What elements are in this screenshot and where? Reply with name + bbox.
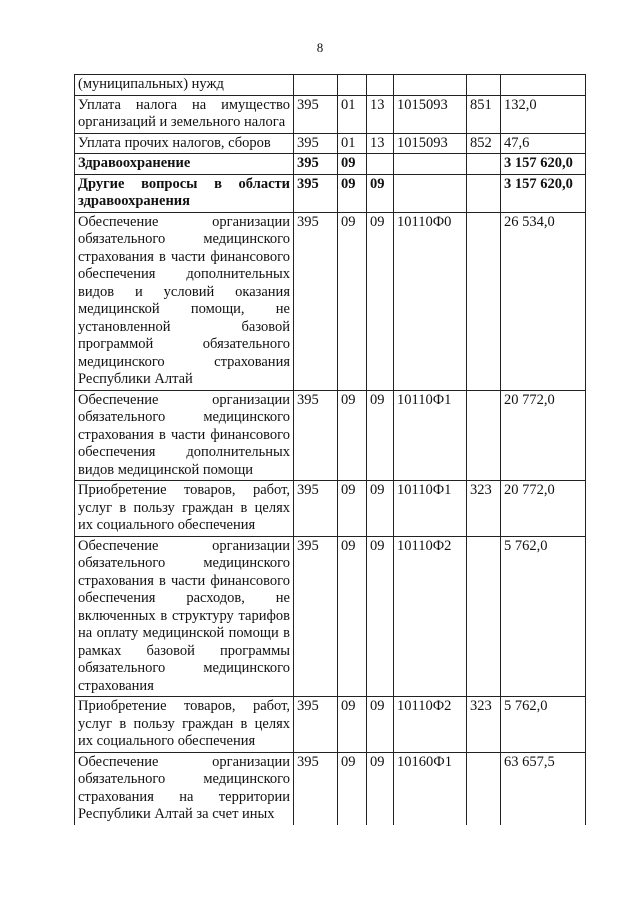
row-expense-type-cell (467, 154, 501, 175)
row-subsection-cell: 09 (367, 212, 394, 390)
row-target-article-cell: 1015093 (394, 133, 467, 154)
row-name-cell: Здравоохранение (75, 154, 294, 175)
row-expense-type-cell (467, 75, 501, 96)
row-section-cell: 09 (338, 536, 367, 697)
row-grbs-cell: 395 (294, 95, 338, 133)
row-target-article-cell: 1015093 (394, 95, 467, 133)
row-name-cell: Приобретение товаров, работ, услуг в пользу граждан в целях их социального обеспечения (75, 697, 294, 753)
row-amount-cell: 63 657,5 (501, 752, 586, 825)
page-number: 8 (316, 40, 324, 55)
budget-table-body (75, 75, 586, 825)
row-name-cell: Уплата прочих налогов, сборов (75, 133, 294, 154)
row-expense-type-cell (467, 390, 501, 481)
row-amount-cell: 26 534,0 (501, 212, 586, 390)
row-amount-cell: 3 157 620,0 (501, 154, 586, 175)
row-expense-type-cell (467, 752, 501, 825)
row-section-cell: 09 (338, 752, 367, 825)
row-section-cell: 09 (338, 174, 367, 212)
row-section-cell (338, 75, 367, 96)
row-section-cell: 01 (338, 133, 367, 154)
row-target-article-cell (394, 75, 467, 96)
row-grbs-cell: 395 (294, 154, 338, 175)
row-grbs-cell: 395 (294, 481, 338, 537)
row-grbs-cell: 395 (294, 133, 338, 154)
table-row (75, 697, 586, 753)
row-expense-type-cell: 323 (467, 481, 501, 537)
budget-table (74, 74, 586, 825)
row-expense-type-cell: 852 (467, 133, 501, 154)
row-target-article-cell: 10110Ф2 (394, 536, 467, 697)
row-subsection-cell: 13 (367, 95, 394, 133)
table-row (75, 390, 586, 481)
table-row (75, 536, 586, 697)
row-expense-type-cell: 851 (467, 95, 501, 133)
row-amount-cell: 5 762,0 (501, 697, 586, 753)
row-target-article-cell: 10160Ф1 (394, 752, 467, 825)
row-subsection-cell: 09 (367, 390, 394, 481)
row-subsection-cell: 09 (367, 174, 394, 212)
row-section-cell: 09 (338, 154, 367, 175)
row-expense-type-cell (467, 536, 501, 697)
table-row (75, 481, 586, 537)
row-amount-cell: 132,0 (501, 95, 586, 133)
row-name-cell: Уплата налога на имущество организаций и земельного налога (75, 95, 294, 133)
row-subsection-cell: 09 (367, 697, 394, 753)
row-name-cell: Обеспечение организации обязательного медицинского страхования в части финансового обеспечения дополнительных видов и условий оказания медицинской помощи, не установленной базовой программой обязательного медицинского страхования Республики Алтай (75, 212, 294, 390)
row-expense-type-cell (467, 212, 501, 390)
row-subsection-cell: 09 (367, 481, 394, 537)
row-subsection-cell (367, 75, 394, 96)
row-amount-cell: 20 772,0 (501, 481, 586, 537)
row-target-article-cell: 10110Ф1 (394, 390, 467, 481)
row-name-cell: Обеспечение организации обязательного медицинского страхования в части финансового обеспечения дополнительных видов медицинской помощи (75, 390, 294, 481)
row-section-cell: 09 (338, 390, 367, 481)
row-name-cell: (муниципальных) нужд (75, 75, 294, 96)
row-target-article-cell (394, 174, 467, 212)
row-grbs-cell: 395 (294, 212, 338, 390)
row-subsection-cell: 13 (367, 133, 394, 154)
row-amount-cell: 47,6 (501, 133, 586, 154)
row-amount-cell: 3 157 620,0 (501, 174, 586, 212)
table-row (75, 95, 586, 133)
row-section-cell: 09 (338, 481, 367, 537)
table-row (75, 212, 586, 390)
row-target-article-cell: 10110Ф0 (394, 212, 467, 390)
row-target-article-cell: 10110Ф2 (394, 697, 467, 753)
row-amount-cell: 20 772,0 (501, 390, 586, 481)
row-subsection-cell: 09 (367, 536, 394, 697)
row-grbs-cell: 395 (294, 536, 338, 697)
row-target-article-cell: 10110Ф1 (394, 481, 467, 537)
row-expense-type-cell (467, 174, 501, 212)
row-section-cell: 09 (338, 697, 367, 753)
row-subsection-cell: 09 (367, 752, 394, 825)
row-amount-cell (501, 75, 586, 96)
table-row (75, 133, 586, 154)
row-name-cell: Приобретение товаров, работ, услуг в пользу граждан в целях их социального обеспечения (75, 481, 294, 537)
table-row (75, 174, 586, 212)
row-expense-type-cell: 323 (467, 697, 501, 753)
table-row (75, 752, 586, 825)
row-name-cell: Обеспечение организации обязательного медицинского страхования в части финансового обеспечения расходов, не включенных в структуру тарифов на оплату медицинской помощи в рамках базовой программы обязательного медицинского страхования (75, 536, 294, 697)
table-row (75, 75, 586, 96)
table-row (75, 154, 586, 175)
row-grbs-cell: 395 (294, 697, 338, 753)
row-target-article-cell (394, 154, 467, 175)
row-section-cell: 01 (338, 95, 367, 133)
row-name-cell: Другие вопросы в области здравоохранения (75, 174, 294, 212)
row-grbs-cell: 395 (294, 752, 338, 825)
row-grbs-cell: 395 (294, 174, 338, 212)
row-section-cell: 09 (338, 212, 367, 390)
row-name-cell: Обеспечение организации обязательного медицинского страхования на территории Республики Алтай за счет иных (75, 752, 294, 825)
row-amount-cell: 5 762,0 (501, 536, 586, 697)
row-subsection-cell (367, 154, 394, 175)
row-grbs-cell (294, 75, 338, 96)
row-grbs-cell: 395 (294, 390, 338, 481)
